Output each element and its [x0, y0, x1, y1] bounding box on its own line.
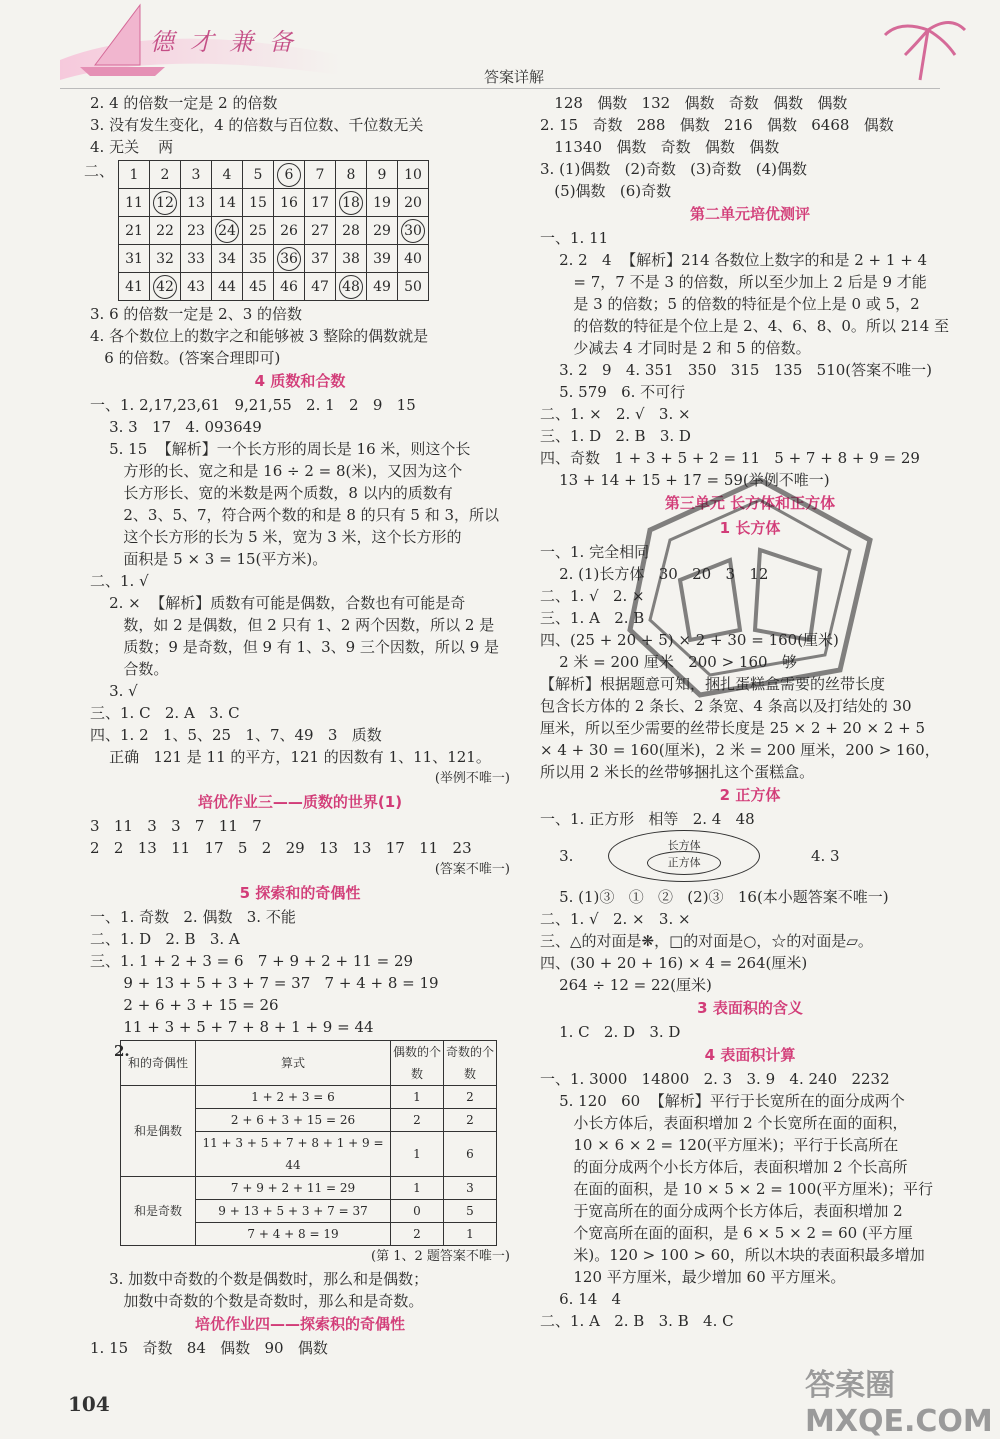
grid-cell: 49	[367, 273, 398, 301]
grid-cell	[274, 161, 305, 189]
grid-cell: 14	[212, 189, 243, 217]
answer-line: 正确 121 是 11 的平方，121 的因数有 1、11、121。	[90, 748, 491, 766]
circled-number: 6	[277, 163, 301, 187]
grid-cell: 19	[367, 189, 398, 217]
sailboat-icon	[95, 5, 140, 65]
table-cell: 9 + 13 + 5 + 3 + 7 = 37	[196, 1200, 391, 1223]
answer-line: 少减去 4 才同时是 2 和 5 的倍数。	[540, 339, 811, 357]
grid-cell: 20	[398, 189, 429, 217]
answer-line: 3. (1)偶数 (2)奇数 (3)奇数 (4)偶数	[540, 160, 807, 178]
circled-number: 48	[339, 275, 363, 299]
note: (举例不唯一)	[434, 771, 510, 786]
answer-line: 米)。120 > 100 > 60，所以木块的表面积最多增加	[540, 1246, 925, 1264]
answer-line: 四、奇数 1 + 3 + 5 + 2 = 11 5 + 7 + 8 + 9 = 29	[540, 449, 920, 467]
answer-line: 3. √	[90, 682, 138, 700]
answer-line: 面积是 5 × 3 = 15(平方米)。	[90, 550, 328, 568]
grid-row	[119, 161, 429, 189]
answer-line: 合数。	[90, 660, 169, 678]
right-column	[540, 92, 960, 1332]
answer-line: 2. (1)长方体 30 20 3 12	[540, 565, 769, 583]
table-cell: 6	[444, 1132, 497, 1177]
section-heading: 培优作业四——探索积的奇偶性	[194, 1315, 405, 1333]
grid-cell	[336, 273, 367, 301]
grid-cell: 23	[181, 217, 212, 245]
answer-line: 3. 加数中奇数的个数是偶数时，那么和是偶数；	[90, 1270, 429, 1288]
table-group-cell: 和是偶数	[121, 1086, 196, 1177]
grid-cell: 35	[243, 245, 274, 273]
answer-line: 2 2 13 11 17 5 2 29 13 13 17 11 23	[90, 839, 472, 857]
answer-line: 二、1. D 2. B 3. A	[90, 930, 240, 948]
grid-cell: 38	[336, 245, 367, 273]
venn-row	[540, 830, 960, 886]
grid-cell: 33	[181, 245, 212, 273]
table-cell: 2	[391, 1223, 444, 1246]
answer-line: 2、3、5、7，符合两个数的和是 8 的只有 5 和 3，所以	[90, 506, 500, 524]
grid-cell	[150, 189, 181, 217]
brand-title: 德 才 兼 备	[150, 28, 297, 56]
grid-cell: 44	[212, 273, 243, 301]
table-header-cell: 偶数的个数	[391, 1041, 444, 1086]
answer-line: 2 + 6 + 3 + 15 = 26	[90, 996, 279, 1014]
answer-line: 二、1. √ 2. ×	[540, 587, 645, 605]
answer-line: 10 × 6 × 2 = 120(平方厘米)；平行于长高所在	[540, 1136, 899, 1154]
table-cell: 3	[444, 1177, 497, 1200]
table-cell: 1	[444, 1223, 497, 1246]
answer-line: 5. 120 60 【解析】平行于长宽所在的面分成两个	[540, 1092, 905, 1110]
grid-cell: 9	[367, 161, 398, 189]
grid-cell: 22	[150, 217, 181, 245]
answer-line: 数，如 2 是偶数，但 2 只有 1、2 两个因数，所以 2 是	[90, 616, 495, 634]
answer-line: 11 + 3 + 5 + 7 + 8 + 1 + 9 = 44	[90, 1018, 374, 1036]
answer-line: 三、1. D 2. B 3. D	[540, 427, 691, 445]
answer-line: 4. 3	[810, 847, 840, 865]
table-cell: 11 + 3 + 5 + 7 + 8 + 1 + 9 = 44	[196, 1132, 391, 1177]
grid-cell	[150, 273, 181, 301]
grid-cell: 26	[274, 217, 305, 245]
answer-line: 厘米，所以至少需要的丝带长度是 25 × 2 + 20 × 2 + 5	[540, 719, 925, 737]
grid-cell: 17	[305, 189, 336, 217]
table-prefix: 2.	[114, 1042, 130, 1060]
table-row	[121, 1086, 497, 1109]
table-header-cell: 和的奇偶性	[121, 1041, 196, 1086]
section-heading: 4 表面积计算	[704, 1046, 796, 1064]
table-header-cell: 奇数的个数	[444, 1041, 497, 1086]
circled-number: 12	[153, 191, 177, 215]
table-cell: 0	[391, 1200, 444, 1223]
boat-hull-icon	[80, 67, 165, 76]
answer-line: 一、1. 2,17,23,61 9,21,55 2. 1 2 9 15	[90, 396, 416, 414]
grid-cell: 21	[119, 217, 150, 245]
section-heading: 第三单元 长方体和正方体	[664, 494, 836, 512]
answer-line: 加数中奇数的个数是奇数时，那么和是奇数。	[90, 1292, 424, 1310]
answer-line: 9 + 13 + 5 + 3 + 7 = 37 7 + 4 + 8 = 19	[90, 974, 439, 992]
answer-line: 方形的长、宽之和是 16 ÷ 2 = 8(米)，又因为这个	[90, 462, 463, 480]
answer-line: 小长方体后，表面积增加 2 个长宽所在面的面积，	[540, 1114, 908, 1132]
grid-cell: 8	[336, 161, 367, 189]
answer-line: 二、1. √ 2. × 3. ×	[540, 910, 691, 928]
grid-cell: 7	[305, 161, 336, 189]
grid-cell: 34	[212, 245, 243, 273]
grid-row	[119, 217, 429, 245]
answer-line: 三、1. C 2. A 3. C	[90, 704, 240, 722]
grid-cell: 41	[119, 273, 150, 301]
table-cell: 2	[444, 1086, 497, 1109]
watermark: 答案圈 MXQE.COM	[805, 1368, 993, 1439]
table-cell: 7 + 4 + 8 = 19	[196, 1223, 391, 1246]
grid-cell	[212, 217, 243, 245]
grid-cell: 15	[243, 189, 274, 217]
table-header-cell: 算式	[196, 1041, 391, 1086]
table-cell: 5	[444, 1200, 497, 1223]
section-heading: 3 表面积的含义	[697, 999, 803, 1017]
circled-number: 42	[153, 275, 177, 299]
answer-line: 4. 无关 两	[90, 138, 174, 156]
answer-line: 一、1. 完全相同	[540, 543, 650, 561]
section-heading: 2 正方体	[719, 786, 781, 804]
page-number: 104	[68, 1392, 110, 1416]
grid-cell: 16	[274, 189, 305, 217]
answer-line: 【解析】根据题意可知，捆扎蛋糕盒需要的丝带长度	[540, 675, 886, 693]
grid-prefix: 二、	[84, 162, 115, 180]
answer-line: × 4 + 30 = 160(厘米)，2 米 = 200 厘米，200 > 160，	[540, 741, 940, 759]
table-cell: 2	[444, 1109, 497, 1132]
answer-line: 3. 6 的倍数一定是 2、3 的倍数	[90, 305, 303, 323]
venn-inner-label: 正方体	[647, 851, 721, 875]
grid-cell: 10	[398, 161, 429, 189]
answer-line: 3 11 3 3 7 11 7	[90, 817, 262, 835]
answer-line: 三、1. 1 + 2 + 3 = 6 7 + 9 + 2 + 11 = 29	[90, 952, 414, 970]
stamp-icon	[610, 470, 880, 700]
note: (第 1、2 题答案不唯一)	[371, 1249, 510, 1264]
number-grid	[118, 160, 429, 301]
answer-line: 二、1. √	[90, 572, 149, 590]
answer-line: 的面分成两个小长方体后，表面积增加 2 个长高所	[540, 1158, 908, 1176]
answer-line: 四、1. 2 1、5、25 1、7、49 3 质数	[90, 726, 382, 744]
answer-line: 的倍数的特征是个位上是 2、4、6、8、0。所以 214 至	[540, 317, 950, 335]
answer-line: 四、(25 + 20 + 5) × 2 + 30 = 160(厘米)	[540, 631, 839, 649]
grid-cell	[398, 217, 429, 245]
answer-line: 11340 偶数 奇数 偶数 偶数	[540, 138, 780, 156]
answer-line: 120 平方厘米，最少增加 60 平方厘米。	[540, 1268, 846, 1286]
grid-cell: 5	[243, 161, 274, 189]
answer-line: 三、△的对面是❋，□的对面是○，☆的对面是▱。	[540, 932, 873, 950]
table-cell: 7 + 9 + 2 + 11 = 29	[196, 1177, 391, 1200]
section-heading: 1 长方体	[719, 519, 781, 537]
answer-line: 一、1. 正方形 相等 2. 4 48	[540, 810, 755, 828]
grid-cell: 46	[274, 273, 305, 301]
grid-row	[119, 273, 429, 301]
grid-cell: 29	[367, 217, 398, 245]
answer-line: 5. 15 【解析】一个长方形的周长是 16 米，则这个长	[90, 440, 471, 458]
answer-line: 一、1. 3000 14800 2. 3 3. 9 4. 240 2232	[540, 1070, 890, 1088]
answer-line: 质数；9 是奇数，但 9 有 1、3、9 三个因数，所以 9 是	[90, 638, 500, 656]
grid-cell: 31	[119, 245, 150, 273]
answer-line: = 7，7 不是 3 的倍数，所以至少加上 2 后是 9 才能	[540, 273, 927, 291]
grid-cell: 13	[181, 189, 212, 217]
grid-cell	[336, 189, 367, 217]
grid-cell: 1	[119, 161, 150, 189]
parity-table-block	[90, 1040, 510, 1246]
answer-line: 是 3 的倍数；5 的倍数的特征是个位上是 0 或 5，2	[540, 295, 920, 313]
section-heading: 4 质数和合数	[254, 372, 346, 390]
answer-line: 二、1. × 2. √ 3. ×	[540, 405, 691, 423]
grid-cell: 28	[336, 217, 367, 245]
hundred-grid-block	[84, 160, 510, 301]
left-column	[84, 92, 510, 1359]
answer-line: 于宽高所在的面分成两个长方体后，表面积增加 2	[540, 1202, 903, 1220]
answer-line: 四、(30 + 20 + 16) × 4 = 264(厘米)	[540, 954, 808, 972]
circled-number: 36	[277, 247, 301, 271]
answer-line: 3.	[540, 847, 574, 865]
answer-line: 2. 15 奇数 288 偶数 216 偶数 6468 偶数	[540, 116, 894, 134]
table-cell: 2	[391, 1109, 444, 1132]
table-cell: 1	[391, 1177, 444, 1200]
answer-line: 一、1. 11	[540, 229, 609, 247]
answer-line: 个宽高所在面的面积，是 6 × 5 × 2 = 60 (平方厘	[540, 1224, 913, 1242]
grid-row	[119, 189, 429, 217]
venn-outer-label: 长方体	[667, 839, 701, 852]
answer-line: 13 + 14 + 15 + 17 = 59(举例不唯一)	[540, 471, 830, 489]
circled-number: 24	[215, 219, 239, 243]
circled-number: 18	[339, 191, 363, 215]
answer-line: 2. 4 的倍数一定是 2 的倍数	[90, 94, 278, 112]
answer-line: 6. 14 4	[540, 1290, 622, 1308]
answer-line: 一、1. 奇数 2. 偶数 3. 不能	[90, 908, 296, 926]
grid-cell: 32	[150, 245, 181, 273]
grid-cell: 3	[181, 161, 212, 189]
answer-line: 3. 没有发生变化，4 的倍数与百位数、千位数无关	[90, 116, 424, 134]
table-cell: 1	[391, 1132, 444, 1177]
grid-cell: 39	[367, 245, 398, 273]
answer-line: 2. × 【解析】质数有可能是偶数，合数也有可能是奇	[90, 594, 466, 612]
grid-cell: 2	[150, 161, 181, 189]
answer-line: 二、1. A 2. B 3. B 4. C	[540, 1312, 734, 1330]
grid-row	[119, 245, 429, 273]
answer-line: 包含长方体的 2 条长、2 条宽、4 条高以及打结处的 30	[540, 697, 912, 715]
grid-cell	[274, 245, 305, 273]
answer-line: 2. 2 4 【解析】214 各数位上数字的和是 2 + 1 + 4	[540, 251, 928, 269]
answer-line: 5. (1)③ ① ② (2)③ 16(本小题答案不唯一)	[540, 888, 889, 906]
answer-line: 6 的倍数。(答案合理即可)	[90, 349, 281, 367]
grid-cell: 37	[305, 245, 336, 273]
grid-cell: 40	[398, 245, 429, 273]
table-row	[121, 1177, 497, 1200]
table-header-row	[121, 1041, 497, 1086]
circled-number: 30	[401, 219, 425, 243]
table-group-cell: 和是奇数	[121, 1177, 196, 1246]
answer-line: 三、1. A 2. B	[540, 609, 645, 627]
answer-line: 1. C 2. D 3. D	[540, 1023, 681, 1041]
answer-line: 264 ÷ 12 = 22(厘米)	[540, 976, 712, 994]
grid-cell: 4	[212, 161, 243, 189]
table-cell: 1 + 2 + 3 = 6	[196, 1086, 391, 1109]
note: (答案不唯一)	[434, 862, 510, 877]
grid-cell: 11	[119, 189, 150, 217]
grid-cell: 47	[305, 273, 336, 301]
answer-line: 长方形长、宽的米数是两个质数，8 以内的质数有	[90, 484, 453, 502]
grid-cell: 25	[243, 217, 274, 245]
parity-table	[120, 1040, 497, 1246]
section-heading: 5 探索和的奇偶性	[239, 884, 361, 902]
section-heading: 第二单元培优测评	[689, 205, 810, 223]
grid-cell: 50	[398, 273, 429, 301]
grid-cell: 45	[243, 273, 274, 301]
table-cell: 2 + 6 + 3 + 15 = 26	[196, 1109, 391, 1132]
answer-line: 3. 2 9 4. 351 350 315 135 510(答案不唯一)	[540, 361, 933, 379]
answer-line: 在面的面积，是 10 × 5 × 2 = 100(平方厘米)；平行	[540, 1180, 933, 1198]
answer-line: 128 偶数 132 偶数 奇数 偶数 偶数	[540, 94, 848, 112]
header-divider	[60, 88, 940, 89]
answer-line: 3. 3 17 4. 093649	[90, 418, 262, 436]
table-cell: 1	[391, 1086, 444, 1109]
header	[0, 0, 1000, 90]
answer-line: 5. 579 6. 不可行	[540, 383, 686, 401]
grid-cell: 43	[181, 273, 212, 301]
palm-tree-icon	[885, 23, 965, 81]
answer-line: 1. 15 奇数 84 偶数 90 偶数	[90, 1339, 328, 1357]
answer-line: (5)偶数 (6)奇数	[540, 182, 672, 200]
answer-line: 4. 各个数位上的数字之和能够被 3 整除的偶数就是	[90, 327, 429, 345]
answer-line: 所以用 2 米长的丝带够捆扎这个蛋糕盒。	[540, 763, 815, 781]
section-heading: 培优作业三——质数的世界(1)	[197, 793, 403, 811]
venn-diagram	[608, 830, 760, 882]
answer-line: 2 米 = 200 厘米 200 > 160 够	[540, 653, 797, 671]
page-title: 答案详解	[484, 68, 545, 86]
grid-cell: 27	[305, 217, 336, 245]
answer-line: 这个长方形的长为 5 米，宽为 3 米，这个长方形的	[90, 528, 462, 546]
